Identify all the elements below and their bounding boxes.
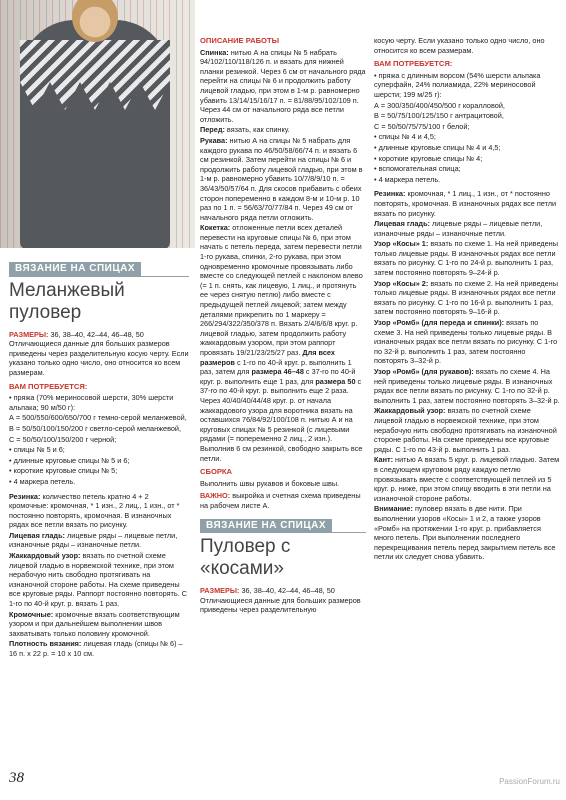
material-line: • спицы № 4 и 4,5; <box>374 132 436 142</box>
material-line: В = 50/75/100/125/150 г антрацитовой, <box>374 111 504 121</box>
sleeves-paragraph: Рукава: нитью А на спицы № 5 набрать для каждого рукава по 46/50/58/66/74 п. и вязать 6 см резинкой. Затем перейти на спицы № 6 и продолжить работу лицевой гладью, при этом в 1-м р. равномерно убавить 10/7/8/9/10 п. = 36/43/50/57/64 п. Для скосов прибавить с обеих сторон попеременно в каждом 8-м и 10-м р. 10 раз по 1 п. = 56/63/70/77/84 п. Через 49 см от начального ряда петли отложить. <box>200 135 363 222</box>
gauge-paragraph: Плотность вязания: лицевая гладь (спицы № 6) – 16 п. х 22 р. = 10 х 10 см. <box>9 639 183 658</box>
yoke-paragraph: Кокетка: отложенные петли всех деталей перевести на круговые спицы № 6, при этом начать с петель переда, затем перевести петли 1-го рукава, спинки, 2-го рукава, при этом одновременно кромочные провязывать либо вместе со следующей петлей с наклоном влево (= 1 п. снять, как лицевую, 1 лиц., и протянуть ее через снятую петлю) либо вместе с предыдущей петлей лицевой; затем между деталями прикрепить по 1 маркеру = 266/294/322/350/378 п. Вязать 2/4/6/6/8 круг. р. лицевой гладью, затем продолжить работу жаккардовым узором, при этом раппорт провязать 19/21/23/25/27 раз. Для всех размеров с 1-го по 40-й круг. р. выполнить 1 раз, затем для размера 46–48 с 37-го по 40-й круг. р. выполнить еще 1 раз, для размера 50 с 37-го по 40-й круг. р. выполнить еще 2 раза. Через 40/40/40/44/48 круг. р. от начала жаккардового узора для воротника вязать на оставшихся 76/84/92/100/108 п. нитью А и на круговых спицах № 5 резинкой (с лицевыми рядами (= попеременно 2 лиц., 2 изн.). Выполнив 6 см резинкой, свободно закрыть все петли. <box>200 223 363 463</box>
stockinette-paragraph-2: Лицевая гладь: лицевые ряды – лицевые петли, изнаночные ряды – изнаночные петли. <box>374 219 543 238</box>
edging-paragraph: Кант: нитью А вязать 5 круг. р. лицевой гладью. Затем в следующем круговом ряду каждую петлю провязывать вместе с соответствующей петлей из 5 круг. р. ниже, при этом спицу вводить в эти петли на изнаночной стороне работы. <box>374 455 560 503</box>
photo-model-sweater <box>0 0 195 248</box>
rib-paragraph-2: Резинка: кромочная, * 1 лиц., 1 изн., от * постоянно повторять, кромочная. В изнаночных рядах все петли вязать по рисунку. <box>374 189 557 218</box>
diamond1-paragraph: Узор «Ромб» (для переда и спинки): вязать по схеме 3. На ней приведены только лицевые ряды. В изнаночных рядах все петли вязать по рисунку. С 1-го по 32-й р. выполнить 1 раз, затем постоянно повторять 3–32-й р. <box>374 318 558 366</box>
material-line: • вспомогательная спица; <box>374 164 461 174</box>
attention-paragraph: Внимание: пуловер вязать в две нити. При выполнении узоров «Косы» 1 и 2, а также узоров «Ромб» на протяжении 1-го круг. р. прибавляется много петель. При выполнении последнего перекрещивания петель перед закрытием петель все петли их следует снова убавить. <box>374 504 556 562</box>
watermark: PassionForum.ru <box>499 777 560 786</box>
assembly-heading: СБОРКА <box>200 467 233 477</box>
material-line: • длинные круговые спицы № 4 и 4,5; <box>374 142 501 152</box>
diamond2-paragraph: Узор «Ромб» (для рукавов): вязать по схеме 4. На ней приведены только лицевые ряды. В изнаночных рядах все петли вязать по рисунку. С 1-го по 32-й р. выполнить 1 раз, затем постоянно повторять 3–32-й р. <box>374 367 560 405</box>
description-heading: ОПИСАНИЕ РАБОТЫ <box>200 36 280 45</box>
column-3 <box>374 36 560 563</box>
back-paragraph: Спинка: нитью А на спицы № 5 набрать 94/102/110/118/126 п. и вязать для нижней планки резинкой. Через 6 см от начального ряда перейти на спицы № 6 и продолжить работу лицевой гладью, при этом в 1-м р. равномерно убавить 13/14/15/16/17 п. = 81/88/95/102/109 п. Через 44 см от начального ряда все петли отложить. <box>200 47 366 124</box>
section-band-2: ВЯЗАНИЕ НА СПИЦАХ <box>200 519 366 534</box>
material-line: • короткие круговые спицы № 5; <box>9 466 118 476</box>
material-line: • 4 маркера петель. <box>374 174 441 184</box>
material-line: • 4 маркера петель. <box>9 476 76 486</box>
stockinette-paragraph: Лицевая гладь: лицевые ряды – лицевые петли, изнаночные ряды – изнаночные петли. <box>9 530 178 550</box>
rib-paragraph: Резинка: количество петель кратно 4 + 2 кромочные: кромочная, * 1 изн., 2 лиц., 1 изн., от * постоянно повторять, кромочная. В изнаночных рядах все петли вязать по рисунку. <box>9 491 180 530</box>
edge-paragraph: Кромочные: кромочные вязать соответствующим узором и при дальнейшем выполнении швов захватывать только половину кромочной. <box>9 609 180 638</box>
cables2-paragraph: Узор «Косы» 2: вязать по схеме 2. На ней приведены только лицевые ряды. В изнаночных рядах все петли вязать по рисунку. С 1-го по 16-й р. выполнить 1 раз, затем постоянно повторять 9–16-й р. <box>374 278 558 317</box>
article-title: Меланжевый пуловер <box>9 279 125 323</box>
jacquard-paragraph-2: Жаккардовый узор: вязать по счетной схеме лицевой гладью в норвежской технике, при этом нерабочую нить свободно протягивать на изнаночной стороне работы. На схеме приведены все круговые ряды. С 1-го по 43-й р. выполнить 1 раз. <box>374 406 557 454</box>
important-paragraph: ВАЖНО: выкройка и счетная схема приведены на рабочем листе А. <box>200 491 361 510</box>
material-line: • длинные круговые спицы № 5 и 6; <box>9 455 130 465</box>
material-line: А = 500/550/600/650/700 г темно-серой меланжевой, <box>9 413 187 423</box>
sizes-paragraph-2: РАЗМЕРЫ: 36, 38–40, 42–44, 46–48, 50 Отличающиеся данные для больших размеров приведены через разделительную <box>200 586 361 615</box>
material-line: В = 50/50/100/150/200 г светло-серой меланжевой, <box>9 423 182 433</box>
section-band: ВЯЗАНИЕ НА СПИЦАХ <box>9 262 189 277</box>
material-line: • пряжа (70% мериносовой шерсти, 30% шерсти альпака; 90 м/50 г): <box>9 393 174 412</box>
material-line: С = 50/50/75/75/100 г белой; <box>374 121 470 131</box>
material-line: А = 300/350/400/450/500 г коралловой, <box>374 100 505 110</box>
materials-heading-2: ВАМ ПОТРЕБУЕТСЯ: <box>374 59 453 69</box>
material-line: • короткие круговые спицы № 4; <box>374 153 483 163</box>
front-paragraph: Перед: вязать, как спинку. <box>200 125 290 135</box>
materials-heading: ВАМ ПОТРЕБУЕТСЯ: <box>9 381 88 391</box>
sizes-paragraph: РАЗМЕРЫ: 36, 38–40, 42–44, 46–48, 50 Отличающиеся данные для больших размеров приведены через разделительную косую черту. Если указано только одно число, оно относится ко всем размерам. <box>9 329 189 377</box>
assembly-paragraph: Выполнить швы рукавов и боковые швы. <box>200 478 340 488</box>
jacquard-paragraph: Жаккардовый узор: вязать по счетной схеме лицевой гладью в норвежской технике, при этом нерабочую нить свободно протягивать на изнаночной стороне работы. На схеме приведены все круговые ряды. Раппорт постоянно повторять. С 1-го по 40-й круг. р. вязать 1 раз. <box>9 551 188 609</box>
cables1-paragraph: Узор «Косы» 1: вязать по схеме 1. На ней приведены только лицевые ряды. В изнаночных рядах все петли вязать по рисунку. С 1-го по 24-й р. выполнить 1 раз, затем постоянно повторять 9–24-й р. <box>374 239 558 278</box>
page-number: 38 <box>9 770 24 786</box>
column-1 <box>9 262 189 660</box>
material-line: • спицы № 5 и 6; <box>9 445 65 455</box>
material-line: С = 50/50/100/150/200 г черной; <box>9 434 117 444</box>
article-title-2: Пуловер с «косами» <box>200 536 291 580</box>
column-2 <box>200 36 366 616</box>
continued-text: косую черту. Если указано только одно число, оно относится ко всем размерам. <box>374 36 545 55</box>
material-line: • пряжа с длинным ворсом (54% шерсти альпака суперфайн, 24% полиамида, 22% мериносовой шерсти; 199 м/25 г): <box>374 70 541 99</box>
